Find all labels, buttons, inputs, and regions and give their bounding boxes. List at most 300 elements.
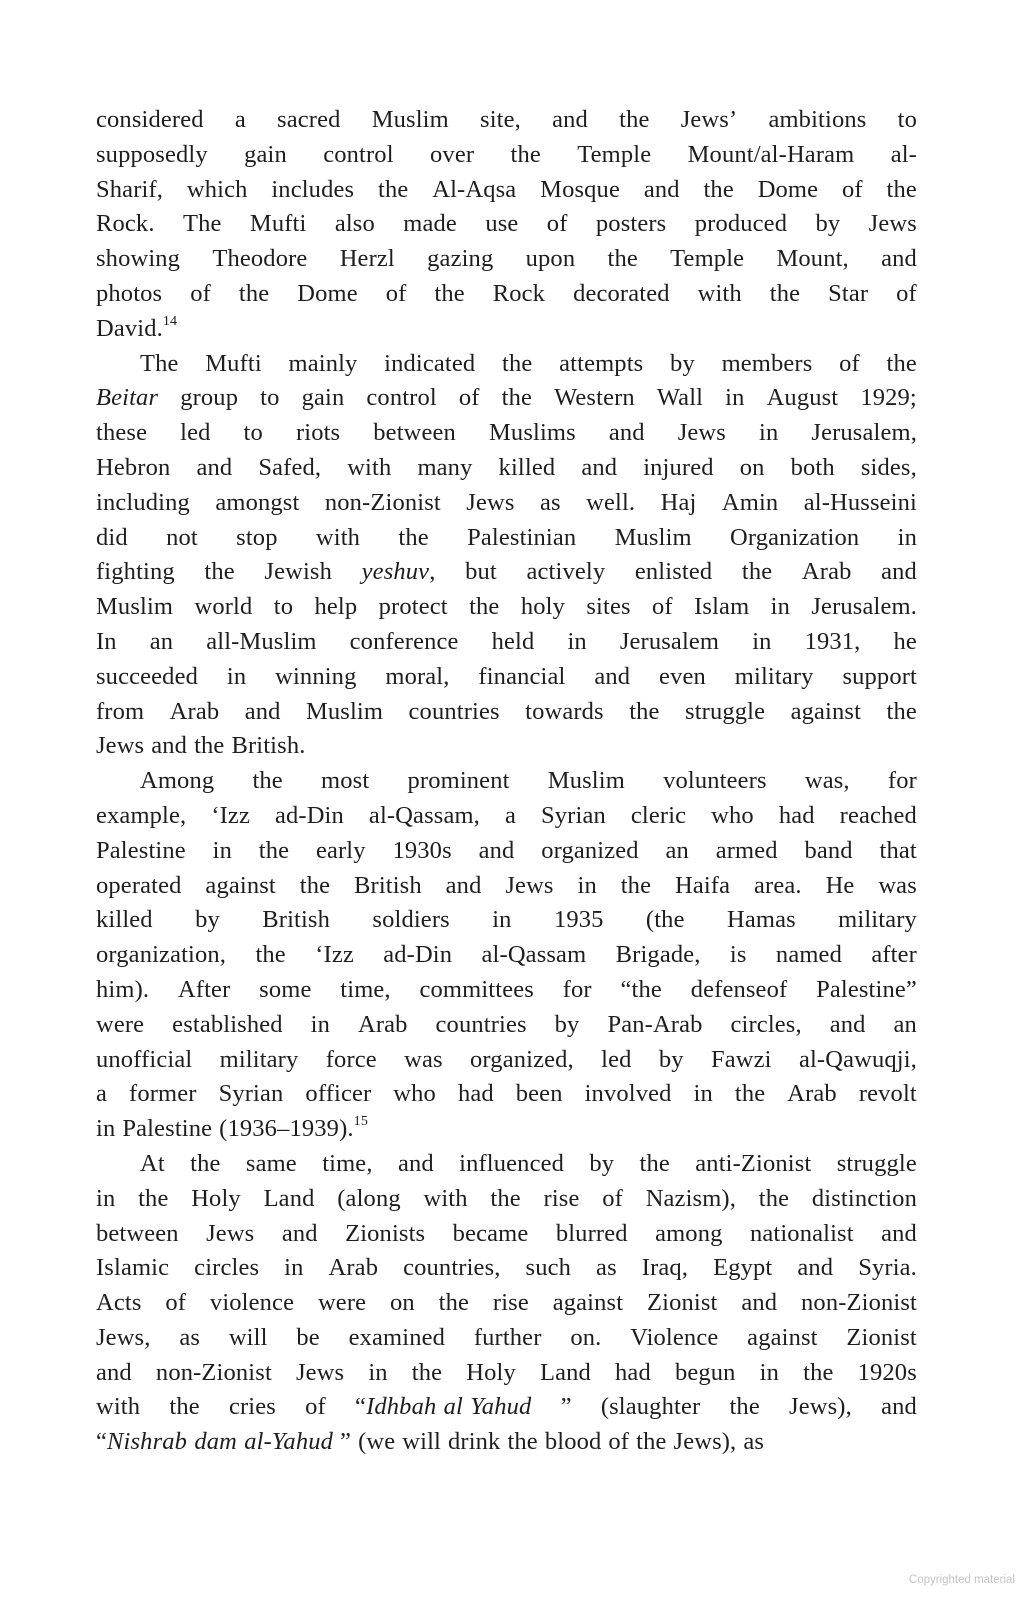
word: of bbox=[190, 279, 211, 307]
text-line bbox=[96, 590, 917, 625]
word: Muslim bbox=[305, 697, 384, 725]
word: held bbox=[491, 627, 535, 655]
word-with-footnote: David.$^{14}$ bbox=[96, 313, 178, 342]
word: established bbox=[172, 1010, 283, 1038]
word: with bbox=[96, 1393, 141, 1421]
word: as bbox=[743, 1428, 765, 1456]
word: the bbox=[411, 1358, 443, 1386]
word: the bbox=[258, 836, 290, 864]
word: (we bbox=[358, 1428, 396, 1456]
word: involved bbox=[584, 1080, 672, 1108]
word: al- bbox=[890, 140, 917, 168]
word: winning bbox=[275, 662, 357, 690]
word: by bbox=[815, 210, 841, 238]
word: Iraq, bbox=[641, 1254, 689, 1282]
text-line bbox=[96, 207, 917, 242]
word: and bbox=[397, 1149, 434, 1177]
word: the bbox=[138, 1184, 169, 1212]
word: an bbox=[665, 836, 689, 864]
word: cries bbox=[228, 1393, 276, 1421]
word: financial bbox=[478, 662, 566, 690]
word: example, bbox=[96, 801, 187, 829]
word: on. bbox=[570, 1323, 602, 1351]
italic-term: “Nishrab dam al-Yahud bbox=[96, 1428, 334, 1456]
word: Western bbox=[554, 384, 635, 412]
word: the bbox=[204, 558, 235, 586]
word: even bbox=[659, 662, 706, 690]
word: (along bbox=[337, 1184, 401, 1212]
word: Land bbox=[539, 1358, 591, 1386]
word: the bbox=[734, 1080, 766, 1108]
word: Syrian bbox=[541, 801, 606, 829]
text-line bbox=[96, 903, 917, 938]
word: Muslim bbox=[371, 106, 449, 133]
word: against bbox=[552, 1289, 624, 1317]
word: non-Zionist bbox=[801, 1289, 917, 1317]
word: nationalist bbox=[749, 1219, 854, 1247]
word: Palestine bbox=[96, 836, 186, 864]
word: protect bbox=[378, 593, 448, 621]
text-line bbox=[96, 1356, 917, 1391]
word: Rock bbox=[492, 279, 546, 307]
word: of bbox=[546, 210, 568, 238]
text-line bbox=[96, 1043, 917, 1078]
word: Muslim bbox=[614, 523, 692, 551]
word: attempts bbox=[559, 349, 644, 377]
paragraph bbox=[96, 347, 917, 765]
word: conference bbox=[349, 627, 459, 655]
word: Jews bbox=[296, 1358, 345, 1386]
word: became bbox=[452, 1219, 529, 1247]
word: unofficial bbox=[96, 1045, 193, 1073]
word: area. bbox=[754, 871, 802, 899]
word: from bbox=[96, 697, 145, 725]
word: Star bbox=[828, 279, 869, 307]
word: of bbox=[458, 384, 480, 412]
word: and bbox=[881, 558, 917, 586]
word: in bbox=[226, 662, 247, 690]
word: countries bbox=[408, 697, 500, 725]
word: by bbox=[554, 1010, 580, 1038]
word: the bbox=[194, 732, 225, 760]
italic-term: “Idhbah al Yahud bbox=[355, 1393, 532, 1421]
text-line bbox=[96, 834, 917, 869]
word: the bbox=[502, 349, 533, 377]
word: of bbox=[305, 1393, 326, 1421]
word: Muslims bbox=[489, 419, 576, 447]
word: led bbox=[180, 419, 211, 447]
word: British bbox=[354, 871, 422, 899]
word: including bbox=[96, 488, 190, 516]
word: the bbox=[238, 279, 270, 307]
word: volunteers bbox=[663, 767, 767, 795]
word: and bbox=[151, 732, 188, 760]
word: who bbox=[711, 801, 754, 829]
word: stop bbox=[236, 523, 278, 551]
word: rise bbox=[543, 1184, 580, 1212]
word: named bbox=[775, 941, 842, 969]
text-line bbox=[96, 451, 917, 486]
word: a bbox=[96, 1080, 108, 1108]
word: Jews bbox=[868, 210, 917, 238]
text-line bbox=[96, 1077, 917, 1112]
word: blood bbox=[544, 1428, 602, 1456]
italic-term: yeshuv, bbox=[361, 558, 436, 586]
word: Jews bbox=[206, 1219, 255, 1247]
word: He bbox=[825, 871, 855, 899]
word: which bbox=[186, 175, 248, 203]
word: 1920s bbox=[857, 1358, 917, 1386]
word: the bbox=[501, 384, 533, 412]
word: defenseof bbox=[690, 975, 788, 1003]
word: and bbox=[552, 106, 588, 133]
word: Holy bbox=[191, 1184, 241, 1212]
word: force bbox=[325, 1045, 377, 1073]
word: with bbox=[315, 523, 361, 551]
word: Syrian bbox=[218, 1080, 284, 1108]
word: Holy bbox=[466, 1358, 516, 1386]
word: the bbox=[619, 106, 650, 133]
word: and bbox=[594, 662, 631, 690]
word: were bbox=[96, 1010, 145, 1038]
word: further bbox=[473, 1323, 542, 1351]
word: Safed, bbox=[258, 453, 322, 481]
word: countries bbox=[435, 1010, 527, 1038]
word: the bbox=[639, 1149, 670, 1177]
word: on bbox=[739, 453, 765, 481]
text-line bbox=[96, 103, 917, 138]
word: Palestine bbox=[122, 1115, 213, 1143]
word: Hamas bbox=[727, 906, 796, 934]
word: Theodore bbox=[212, 245, 308, 273]
word: the bbox=[769, 279, 801, 307]
word: Brigade, bbox=[615, 941, 701, 969]
word: in bbox=[725, 384, 745, 412]
word: against bbox=[747, 1323, 818, 1351]
word: control bbox=[366, 384, 437, 412]
word: in bbox=[759, 1358, 780, 1386]
word: band bbox=[804, 836, 853, 864]
word: the bbox=[438, 1289, 470, 1317]
word: over bbox=[430, 140, 475, 168]
word: was bbox=[404, 1045, 443, 1073]
word: sides, bbox=[860, 453, 917, 481]
paragraph bbox=[96, 1147, 917, 1460]
word: (the bbox=[645, 906, 685, 934]
text-line bbox=[96, 1390, 917, 1425]
word: decorated bbox=[573, 279, 670, 307]
word: the bbox=[729, 1393, 760, 1421]
text-line bbox=[96, 347, 917, 382]
word: and bbox=[608, 419, 645, 447]
word: in bbox=[96, 1115, 116, 1143]
word: At bbox=[140, 1149, 165, 1177]
word: ‘Izz bbox=[315, 941, 354, 969]
text-line bbox=[96, 1425, 917, 1460]
word: not bbox=[166, 523, 198, 551]
word: circles, bbox=[730, 1010, 802, 1038]
word: soldiers bbox=[372, 906, 450, 934]
word: control bbox=[323, 140, 394, 168]
word: Jews’ bbox=[680, 106, 738, 133]
word: countries, bbox=[403, 1254, 501, 1282]
word: killed bbox=[96, 906, 153, 934]
word: among bbox=[655, 1219, 723, 1247]
word: of bbox=[896, 279, 917, 307]
word: with bbox=[697, 279, 742, 307]
word: Arab bbox=[787, 1080, 837, 1108]
word: al-Husseini bbox=[803, 488, 917, 516]
word: Palestinian bbox=[467, 523, 577, 551]
word: Arab bbox=[801, 558, 852, 586]
word: made bbox=[403, 210, 457, 238]
word: in bbox=[693, 1080, 713, 1108]
word: and bbox=[643, 175, 680, 203]
word: British bbox=[262, 906, 331, 934]
word: prominent bbox=[407, 767, 510, 795]
word: had bbox=[778, 801, 815, 829]
word: Arab bbox=[169, 697, 220, 725]
footnote-marker[interactable]: 15 bbox=[353, 1113, 368, 1129]
word: showing bbox=[96, 245, 181, 273]
word: the bbox=[636, 1428, 667, 1456]
word: Herzl bbox=[339, 245, 395, 273]
word: anti-Zionist bbox=[695, 1149, 812, 1177]
word: includes bbox=[271, 175, 355, 203]
word: and bbox=[96, 1358, 132, 1386]
word: former bbox=[129, 1080, 197, 1108]
word: to bbox=[260, 384, 280, 412]
word: the bbox=[886, 349, 917, 377]
word: and bbox=[881, 245, 917, 273]
word: distinction bbox=[811, 1184, 917, 1212]
word: by bbox=[670, 349, 695, 377]
word: the bbox=[434, 279, 465, 307]
word: Zionist bbox=[647, 1289, 718, 1317]
word: in bbox=[897, 523, 917, 551]
word: most bbox=[321, 767, 370, 795]
word: Mount, bbox=[776, 245, 849, 273]
word: gazing bbox=[427, 245, 494, 273]
word: Arab bbox=[357, 1010, 408, 1038]
word: Islamic bbox=[96, 1254, 170, 1282]
paragraph bbox=[96, 103, 917, 347]
word: mainly bbox=[288, 349, 358, 377]
word: ‘Izz bbox=[211, 801, 250, 829]
word: gain bbox=[244, 140, 287, 168]
word: was, bbox=[804, 767, 850, 795]
word: Egypt bbox=[713, 1254, 773, 1282]
text-line bbox=[96, 486, 917, 521]
footnote-marker[interactable]: 14 bbox=[162, 313, 178, 329]
word: blurred bbox=[555, 1219, 628, 1247]
word: by bbox=[658, 1045, 684, 1073]
word: in bbox=[368, 1358, 388, 1386]
word: the bbox=[703, 175, 734, 203]
word: the bbox=[169, 1393, 200, 1421]
word: ” bbox=[560, 1393, 572, 1421]
word: in bbox=[577, 871, 597, 899]
word: and bbox=[478, 836, 515, 864]
word: Hebron bbox=[96, 453, 171, 481]
text-line bbox=[96, 695, 917, 730]
word: the bbox=[507, 1428, 538, 1456]
word: The bbox=[182, 210, 222, 238]
word: on bbox=[390, 1289, 415, 1317]
text-line bbox=[96, 242, 917, 277]
word: of bbox=[652, 593, 673, 621]
word: members bbox=[721, 349, 813, 377]
word: Jews bbox=[677, 419, 726, 447]
word: that bbox=[879, 836, 917, 864]
word: Muslim bbox=[96, 593, 174, 621]
word: a bbox=[504, 801, 516, 829]
word: to bbox=[273, 593, 294, 621]
word: were bbox=[317, 1289, 367, 1317]
word: moral, bbox=[385, 662, 450, 690]
word: Temple bbox=[577, 140, 652, 168]
word: and bbox=[881, 1393, 917, 1421]
word: Jews bbox=[96, 732, 145, 760]
word: the bbox=[469, 593, 500, 621]
word: killed bbox=[498, 453, 556, 481]
word: in bbox=[770, 593, 791, 621]
word: operated bbox=[96, 871, 182, 899]
copyright-watermark: Copyrighted material bbox=[908, 1574, 1015, 1586]
word: and bbox=[829, 1010, 866, 1038]
word: early bbox=[315, 836, 366, 864]
word: Sharif, bbox=[96, 175, 164, 203]
word: and bbox=[881, 1219, 917, 1247]
text-line bbox=[96, 1286, 917, 1321]
text-line bbox=[96, 1112, 917, 1147]
text-line bbox=[96, 381, 917, 416]
word: organized bbox=[541, 836, 639, 864]
word: did bbox=[96, 523, 128, 551]
word: the bbox=[629, 697, 660, 725]
word: Mufti bbox=[205, 349, 262, 377]
word: he bbox=[893, 627, 917, 655]
word: in bbox=[567, 627, 587, 655]
word: and bbox=[244, 697, 281, 725]
word: of bbox=[385, 279, 407, 307]
word: in bbox=[96, 1184, 116, 1212]
word: with bbox=[347, 453, 392, 481]
word: the bbox=[255, 941, 286, 969]
word: In bbox=[96, 627, 117, 655]
word: in bbox=[212, 836, 232, 864]
word: ” bbox=[340, 1428, 352, 1456]
word: him). bbox=[96, 975, 150, 1003]
word: ad-Din bbox=[383, 941, 453, 969]
word: Zionists bbox=[345, 1219, 426, 1247]
word: such bbox=[525, 1254, 572, 1282]
word: in bbox=[310, 1010, 331, 1038]
word: the bbox=[620, 871, 652, 899]
word: the bbox=[490, 1184, 521, 1212]
word: Pan-Arab bbox=[607, 1010, 703, 1038]
text-line bbox=[96, 1251, 917, 1286]
word: had bbox=[615, 1358, 651, 1386]
word: amongst bbox=[215, 488, 300, 516]
word: Jerusalem. bbox=[811, 593, 917, 621]
word: Wall bbox=[656, 384, 704, 412]
word: Jerusalem, bbox=[811, 419, 917, 447]
word: examined bbox=[348, 1323, 446, 1351]
word: led bbox=[601, 1045, 632, 1073]
word: British. bbox=[231, 732, 306, 760]
word: time, bbox=[340, 975, 391, 1003]
word: site, bbox=[480, 106, 521, 133]
word: cleric bbox=[630, 801, 687, 829]
word: succeeded bbox=[96, 662, 199, 690]
word: Among bbox=[140, 767, 215, 795]
word: (slaughter bbox=[600, 1393, 701, 1421]
word: struggle bbox=[836, 1149, 917, 1177]
word: who bbox=[393, 1080, 436, 1108]
word: ad-Din bbox=[274, 801, 344, 829]
text-line bbox=[96, 973, 917, 1008]
word: sacred bbox=[277, 106, 341, 133]
word: the bbox=[607, 245, 638, 273]
word: supposedly bbox=[96, 140, 208, 168]
word: as bbox=[596, 1254, 617, 1282]
word: had bbox=[457, 1080, 494, 1108]
word: Acts bbox=[96, 1289, 142, 1317]
word: produced bbox=[694, 210, 788, 238]
word: riots bbox=[295, 419, 341, 447]
word: armed bbox=[715, 836, 778, 864]
word: al-Qassam, bbox=[368, 801, 480, 829]
word: military bbox=[838, 906, 917, 934]
word: non-Zionist bbox=[155, 1358, 272, 1386]
word: committees bbox=[419, 975, 534, 1003]
word: the bbox=[803, 1358, 834, 1386]
word: organization, bbox=[96, 941, 227, 969]
word: 1930s bbox=[392, 836, 452, 864]
word: August bbox=[766, 384, 839, 412]
word: drink bbox=[447, 1428, 501, 1456]
word: against bbox=[790, 697, 862, 725]
word: of bbox=[839, 349, 860, 377]
word: by bbox=[589, 1149, 615, 1177]
word: photos bbox=[96, 279, 163, 307]
word: these bbox=[96, 419, 148, 447]
word: the bbox=[886, 697, 917, 725]
word: upon bbox=[525, 245, 576, 273]
word: considered bbox=[96, 106, 204, 133]
word: for bbox=[562, 975, 592, 1003]
text-line bbox=[96, 277, 917, 312]
word: of bbox=[608, 1428, 630, 1456]
word: Jewish bbox=[264, 558, 333, 586]
word: as bbox=[179, 1323, 201, 1351]
word: organized, bbox=[470, 1045, 574, 1073]
word: fighting bbox=[96, 558, 175, 586]
word: Mufti bbox=[249, 210, 307, 238]
word: Haj bbox=[660, 488, 697, 516]
word: Temple bbox=[670, 245, 745, 273]
word: and bbox=[445, 871, 482, 899]
word: Nazism), bbox=[645, 1184, 737, 1212]
word: influenced bbox=[459, 1149, 565, 1177]
word: ambitions bbox=[768, 106, 867, 133]
word: and bbox=[581, 453, 618, 481]
text-line bbox=[96, 764, 917, 799]
word: will bbox=[228, 1323, 268, 1351]
word: same bbox=[245, 1149, 297, 1177]
word: violence bbox=[209, 1289, 295, 1317]
